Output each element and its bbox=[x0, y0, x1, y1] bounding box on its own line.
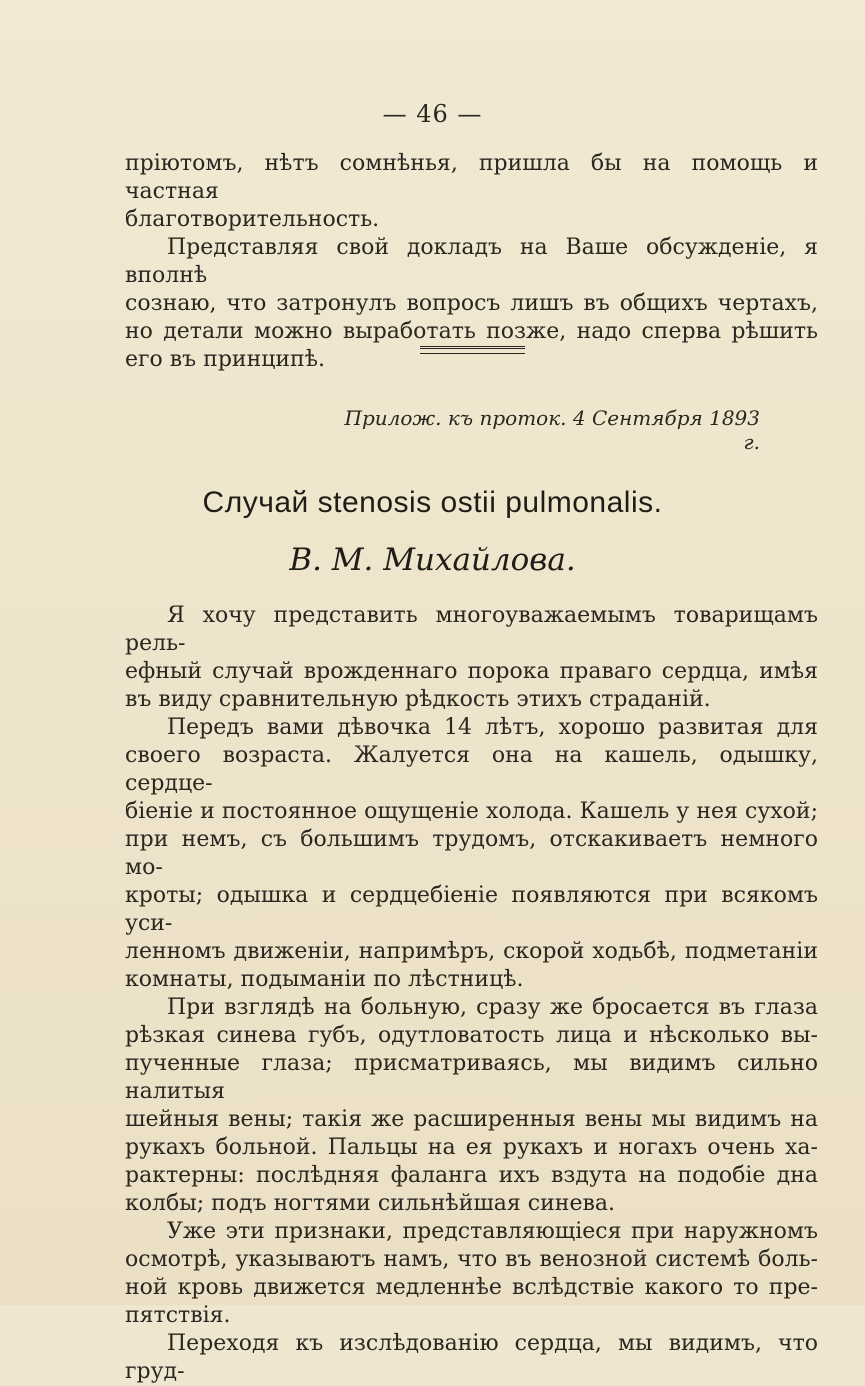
text-line: ной кровь движется медленнѣе вслѣдствіе какого то пре- bbox=[125, 1275, 818, 1300]
text-line: благотворительность. bbox=[125, 207, 380, 232]
text-line: колбы; подъ ногтями сильнѣйшая синева. bbox=[125, 1191, 615, 1216]
text-line: шейныя вены; такія же расширенныя вены мы видимъ на bbox=[125, 1107, 818, 1132]
text-line: въ виду сравнительную рѣдкость этихъ страданій. bbox=[125, 687, 711, 712]
text-line: пріютомъ, нѣтъ сомнѣнья, пришла бы на помощь и частная bbox=[125, 151, 818, 204]
paragraph bbox=[125, 150, 818, 234]
text-line: пятствія. bbox=[125, 1303, 231, 1328]
text-line: Передъ вами дѣвочка 14 лѣтъ, хорошо развитая для bbox=[167, 715, 818, 740]
text-line: своего возраста. Жалуется она на кашель, одышку, сердце- bbox=[125, 743, 818, 796]
text-line: При взглядѣ на больную, сразу же бросается въ глаза bbox=[167, 995, 818, 1020]
text-line: сознаю, что затронулъ вопросъ лишъ въ общихъ чертахъ, bbox=[125, 291, 818, 316]
page-number: — 46 — bbox=[382, 100, 483, 128]
paragraph bbox=[125, 1218, 818, 1330]
text-line: осмотрѣ, указываютъ намъ, что въ венозной системѣ боль- bbox=[125, 1247, 818, 1272]
text-line: кроты; одышка и сердцебіеніе появляются при всякомъ уси- bbox=[125, 883, 818, 936]
section-divider bbox=[420, 346, 525, 354]
article-title: Случай stenosis ostii pulmonalis. bbox=[202, 486, 663, 519]
appendix-note: Прилож. къ проток. 4 Сентября 1893 г. bbox=[344, 406, 760, 454]
top-text bbox=[125, 150, 818, 374]
paragraph bbox=[125, 602, 818, 714]
text-line: біеніе и постоянное ощущеніе холода. Кашель у нея сухой; bbox=[125, 799, 818, 824]
text-line: рѣзкая синева губъ, одутловатость лица и нѣсколько вы- bbox=[125, 1023, 818, 1048]
author-name: В. М. Михайлова. bbox=[289, 542, 576, 578]
paragraph bbox=[125, 714, 818, 994]
paragraph bbox=[125, 994, 818, 1218]
paragraph bbox=[125, 1330, 818, 1386]
text-line: рукахъ больной. Пальцы на ея рукахъ и ногахъ очень ха- bbox=[125, 1135, 818, 1160]
text-line: пученные глаза; присматриваясь, мы видимъ сильно налитыя bbox=[125, 1051, 818, 1104]
text-line: Переходя къ изслѣдованію сердца, мы видимъ, что груд- bbox=[125, 1331, 818, 1384]
text-line: ленномъ движеніи, напримѣръ, скорой ходьбѣ, подметаніи bbox=[125, 939, 818, 964]
text-line: его въ принципѣ. bbox=[125, 347, 325, 372]
text-line: ефный случай врожденнаго порока праваго сердца, имѣя bbox=[125, 659, 818, 684]
text-line: рактерны: послѣдняя фаланга ихъ вздута на подобіе дна bbox=[125, 1163, 818, 1188]
text-line: при немъ, съ большимъ трудомъ, отскакиваетъ немного мо- bbox=[125, 827, 818, 880]
text-line: Я хочу представить многоуважаемымъ товарищамъ рель- bbox=[125, 603, 818, 656]
text-line: комнаты, подыманіи по лѣстницѣ. bbox=[125, 967, 524, 992]
text-line: но детали можно выработать позже, надо сперва рѣшить bbox=[125, 319, 818, 344]
text-line: Представляя свой докладъ на Ваше обсужденіе, я вполнѣ bbox=[125, 235, 818, 288]
body-text bbox=[125, 602, 818, 1386]
text-line: Уже эти признаки, представляющіеся при наружномъ bbox=[167, 1219, 818, 1244]
